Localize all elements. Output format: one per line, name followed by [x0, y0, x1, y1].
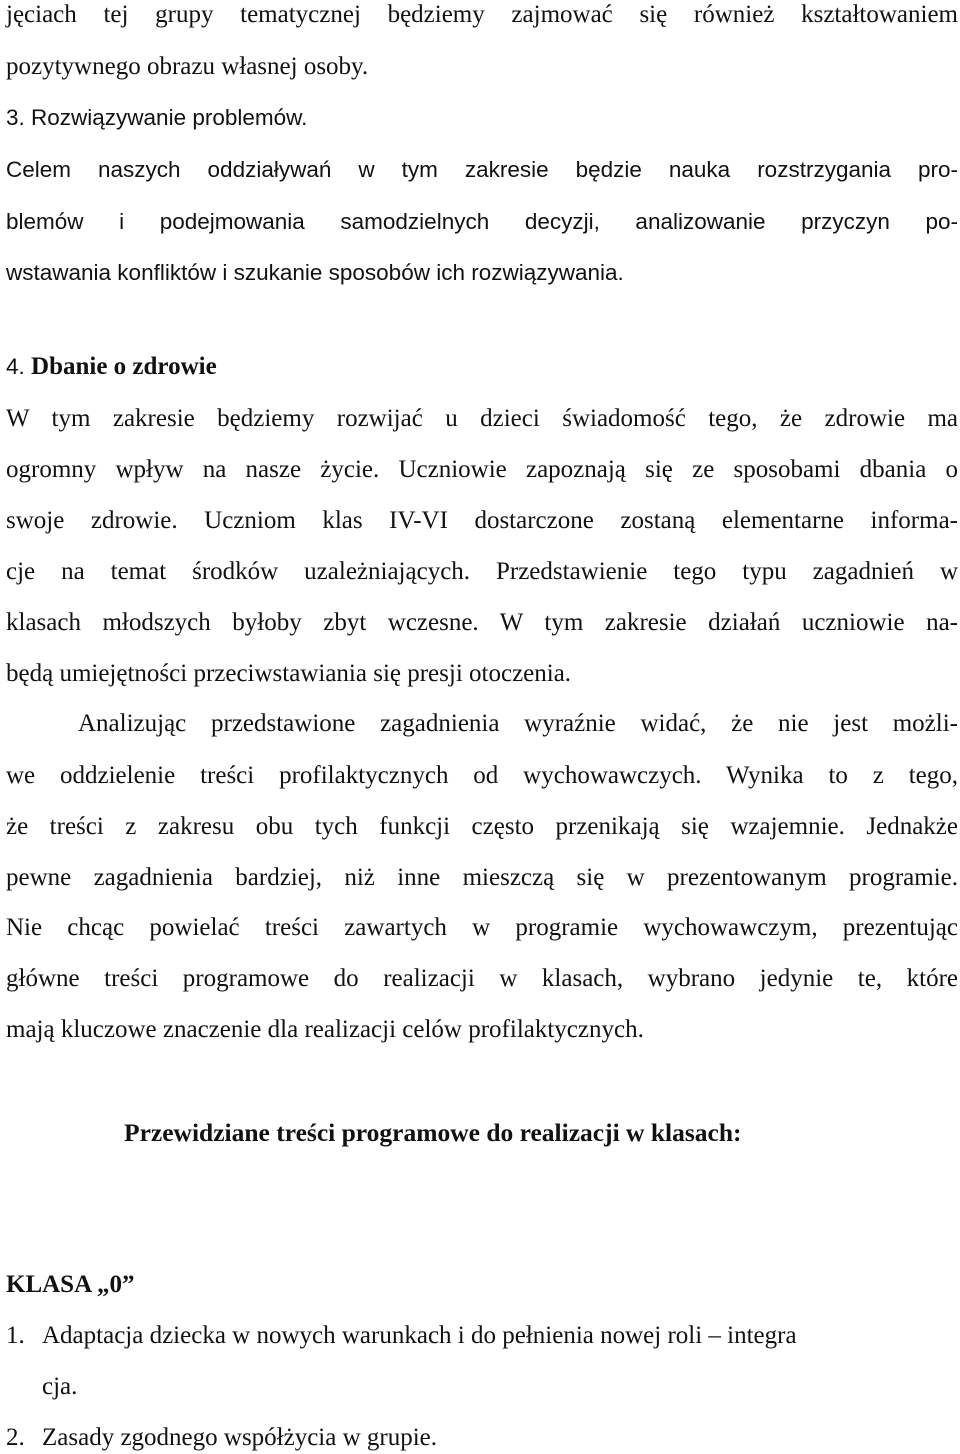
paragraph-line: wstawania konfliktów i szukanie sposobów ich rozwiązywania.: [6, 260, 624, 285]
paragraph-line: Analizując przedstawione zagadnienia wyraźnie widać, że nie jest możli-: [78, 710, 958, 737]
program-heading: Przewidziane treści programowe do realizacji w klasach:: [124, 1118, 742, 1147]
paragraph-line: mają kluczowe znaczenie dla realizacji celów profilaktycznych.: [6, 1016, 644, 1043]
paragraph-line: jęciach tej grupy tematycznej będziemy zajmować się również kształtowaniem: [6, 1, 958, 28]
paragraph-line: blemów i podejmowania samodzielnych decyzji, analizowanie przyczyn po-: [6, 209, 958, 234]
paragraph-line: Celem naszych oddziaływań w tym zakresie będzie nauka rozstrzygania pro-: [6, 157, 958, 182]
section-heading-text: 3. Rozwiązywanie problemów.: [6, 105, 308, 130]
class-heading: KLASA „0”: [6, 1271, 135, 1298]
paragraph-line: pozytywnego obrazu własnej osoby.: [6, 53, 369, 80]
paragraph-line: we oddzielenie treści profilaktycznych od wychowawczych. Wynika to z tego,: [6, 762, 958, 789]
list-item-text: Adaptacja dziecka w nowych warunkach i do pełnienia nowej roli – integra: [42, 1322, 797, 1349]
section-heading: [6, 103, 307, 133]
section-heading-text: Dbanie o zdrowie: [31, 353, 217, 380]
list-item-number: 2.: [6, 1424, 25, 1451]
paragraph-line: pewne zagadnienia bardziej, niż inne mieszczą się w prezentowanym programie.: [6, 864, 958, 891]
paragraph-line: że treści z zakresu obu tych funkcji często przenikają się wzajemnie. Jednakże: [6, 813, 958, 840]
paragraph-line: główne treści programowe do realizacji w klasach, wybrano jedynie te, które: [6, 965, 958, 992]
section-number: 4.: [6, 354, 25, 379]
list-item-number: 1.: [6, 1322, 25, 1349]
list-item-text: cja.: [42, 1373, 78, 1400]
paragraph-line: Nie chcąc powielać treści zawartych w programie wychowawczym, prezentując: [6, 914, 958, 941]
list-item-text: Zasady zgodnego współżycia w grupie.: [42, 1424, 438, 1451]
section-heading: [6, 352, 217, 382]
paragraph-line: klasach młodszych byłoby zbyt wczesne. W tym zakresie działań uczniowie na-: [6, 609, 958, 636]
paragraph-line: cje na temat środków uzależniających. Przedstawienie tego typu zagadnień w: [6, 558, 958, 585]
paragraph-line: będą umiejętności przeciwstawiania się presji otoczenia.: [6, 660, 572, 687]
paragraph-line: swoje zdrowie. Uczniom klas IV-VI dostarczone zostaną elementarne informa-: [6, 507, 958, 534]
paragraph-line: ogromny wpływ na nasze życie. Uczniowie zapoznają się ze sposobami dbania o: [6, 456, 958, 483]
paragraph-line: W tym zakresie będziemy rozwijać u dzieci świadomość tego, że zdrowie ma: [6, 405, 958, 432]
